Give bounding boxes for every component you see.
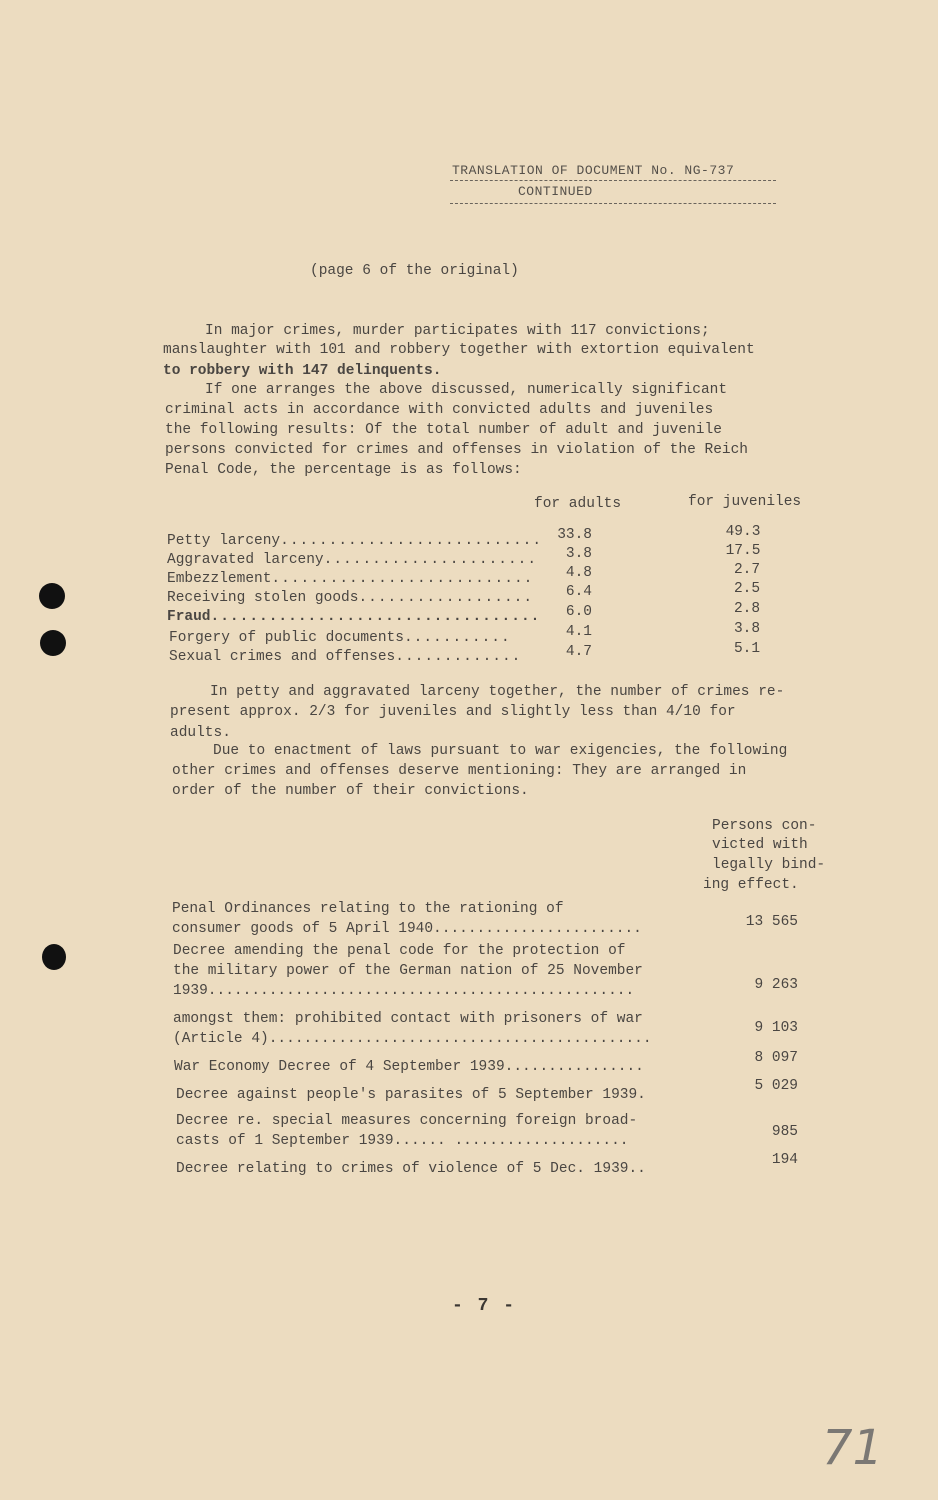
handwritten-folio-number: 71 — [822, 1420, 884, 1476]
table2-row-label: 1939................................................. — [173, 983, 635, 999]
table-cell-juveniles: 2.5 — [733, 581, 761, 597]
table2-row-label: War Economy Decree of 4 September 1939................ — [174, 1059, 644, 1075]
paragraph-1-line-2: manslaughter with 101 and robbery together with extortion equivalent — [163, 342, 755, 358]
table2-row-value: 9 103 — [754, 1020, 798, 1036]
table2-row-value: 9 263 — [754, 977, 798, 993]
table2-row-label: consumer goods of 5 April 1940........................ — [172, 921, 642, 937]
table-cell-adults: 6.4 — [565, 584, 592, 600]
paragraph-1-line-3: to robbery with 147 delinquents. — [163, 363, 442, 379]
table-cell-adults: 4.1 — [565, 624, 592, 640]
punch-hole-bottom — [42, 944, 66, 970]
page-reference: (page 6 of the original) — [310, 263, 519, 279]
table-cell-adults: 3.8 — [565, 546, 592, 562]
table-row: Fraud.................................. — [167, 609, 541, 625]
paragraph-1-line-1: In major crimes, murder participates with 117 convictions; — [205, 323, 710, 339]
table-cell-juveniles: 2.7 — [733, 562, 761, 578]
paragraph-3-line-1: In petty and aggravated larceny together, the number of crimes re- — [210, 684, 785, 700]
table2-row-label: Decree relating to crimes of violence of 5 Dec. 1939.. — [176, 1161, 646, 1177]
table2-row-label: Decree against people's parasites of 5 September 1939. — [176, 1087, 646, 1103]
paragraph-2-line-5: Penal Code, the percentage is as follows: — [165, 462, 522, 478]
table-cell-juveniles: 17.5 — [725, 543, 761, 559]
table-row: Sexual crimes and offenses............. — [169, 649, 522, 665]
paragraph-4-line-2: other crimes and offenses deserve mentioning: They are arranged in — [172, 763, 747, 779]
paragraph-4-line-3: order of the number of their convictions. — [172, 783, 529, 799]
table-row: Receiving stolen goods.................. — [167, 590, 534, 606]
header-underline-2 — [450, 203, 776, 204]
paragraph-2-line-3: the following results: Of the total number of adult and juvenile — [165, 422, 722, 438]
table2-header-line-4: ing effect. — [703, 877, 799, 893]
table-cell-adults: 4.8 — [565, 565, 592, 581]
table-cell-juveniles: 2.8 — [733, 601, 761, 617]
table-cell-juveniles: 5.1 — [733, 641, 761, 657]
punch-hole-top — [39, 583, 65, 609]
table2-row-label: amongst them: prohibited contact with prisoners of war — [173, 1011, 643, 1027]
table2-header-line-1: Persons con- — [712, 818, 817, 834]
table2-row-value: 8 097 — [754, 1050, 798, 1066]
column-header-adults: for adults — [534, 496, 622, 512]
table2-row-label: the military power of the German nation of 25 November — [173, 963, 643, 979]
paragraph-2-line-1: If one arranges the above discussed, numerically significant — [205, 382, 728, 398]
table2-row-label: Decree re. special measures concerning foreign broad- — [176, 1113, 638, 1129]
table2-row-value: 5 029 — [754, 1078, 798, 1094]
paragraph-3-line-2: present approx. 2/3 for juveniles and slightly less than 4/10 for — [170, 704, 736, 720]
header-underline-1 — [450, 180, 776, 181]
table2-row-label: Penal Ordinances relating to the rationing of — [172, 901, 564, 917]
table-row: Forgery of public documents........... — [169, 630, 511, 646]
table2-row-label: (Article 4)............................................ — [173, 1031, 652, 1047]
table-cell-juveniles: 3.8 — [733, 621, 761, 637]
table2-header-line-2: victed with — [712, 837, 808, 853]
table2-row-label: Decree amending the penal code for the protection of — [173, 943, 626, 959]
punch-hole-middle — [40, 630, 66, 656]
table2-row-value: 13 565 — [745, 914, 798, 930]
column-header-juveniles: for juveniles — [688, 494, 802, 510]
paragraph-4-line-1: Due to enactment of laws pursuant to war exigencies, the following — [213, 743, 788, 759]
document-header-continued: CONTINUED — [518, 184, 593, 199]
table2-row-value: 194 — [771, 1152, 798, 1168]
paragraph-2-line-2: criminal acts in accordance with convicted adults and juveniles — [165, 402, 714, 418]
table-cell-juveniles: 49.3 — [725, 524, 761, 540]
table2-row-value: 985 — [771, 1124, 798, 1140]
table2-header-line-3: legally bind- — [712, 857, 826, 873]
page-number: - 7 - — [452, 1296, 517, 1316]
table2-row-label: casts of 1 September 1939...... .................... — [176, 1133, 629, 1149]
table-cell-adults: 4.7 — [565, 644, 592, 660]
table-row: Embezzlement........................... — [167, 571, 534, 587]
table-cell-adults: 6.0 — [565, 604, 592, 620]
table-row: Aggravated larceny...................... — [167, 552, 538, 568]
table-cell-adults: 33.8 — [557, 527, 592, 543]
paragraph-3-line-3: adults. — [170, 725, 231, 741]
document-header-title: TRANSLATION OF DOCUMENT No. NG-737 — [452, 163, 735, 178]
table-row: Petty larceny........................... — [167, 533, 543, 549]
paragraph-2-line-4: persons convicted for crimes and offenses in violation of the Reich — [165, 442, 748, 458]
